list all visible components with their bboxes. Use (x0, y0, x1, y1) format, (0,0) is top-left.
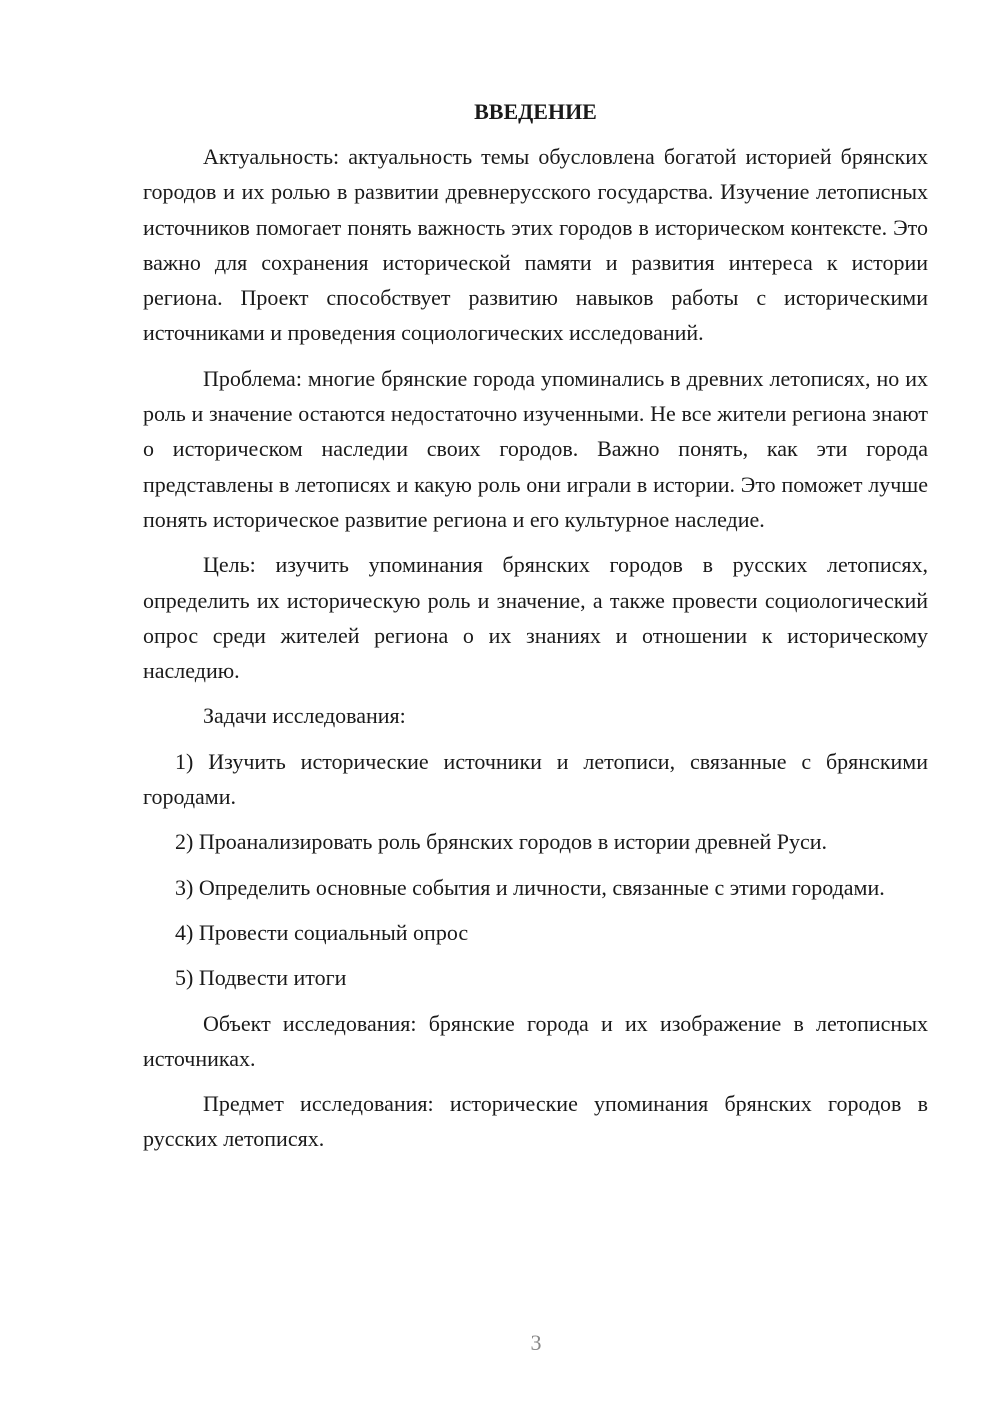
task-item-4: 4) Провести социальный опрос (175, 919, 469, 945)
tasks-intro: Задачи исследования: (203, 703, 406, 729)
page-number: 3 (530, 1330, 542, 1355)
task-item-5: 5) Подвести итоги (175, 965, 347, 991)
page-content (143, 94, 928, 1167)
problem-paragraph: Проблема: многие брянские города упоминались в древних летописях, но их роль и значение остаются недостаточно изученными. Не все жители региона знают о историческом наследии своих городов. Важно понять, как эти города представлены в летописях и какую роль они играли в истории. Это поможет лучше понять историческое развитие региона и его культурное наследие. (143, 365, 928, 532)
subject-paragraph: Предмет исследования: исторические упоминания брянских городов в русских летописях. (143, 1091, 928, 1152)
task-item-2: 2) Проанализировать роль брянских городов в истории древней Руси. (175, 829, 828, 855)
goal-paragraph: Цель: изучить упоминания брянских городов в русских летописях, определить их историческую роль и значение, а также провести социологический опрос среди жителей региона о их знаниях и отношении к историческому наследию. (143, 552, 928, 684)
relevance-paragraph: Актуальность: актуальность темы обусловлена богатой историей брянских городов и их ролью в развитии древнерусского государства. Изучение летописных источников помогает понять важность этих городов в историческом контексте. Это важно для сохранения исторической памяти и развития интереса к истории региона. Проект способствует развитию навыков работы с историческими источниками и проведения социологических исследований. (143, 144, 928, 346)
section-heading: ВВЕДЕНИЕ (474, 99, 597, 124)
task-item-1: 1) Изучить исторические источники и летописи, связанные с брянскими городами. (143, 748, 928, 810)
object-paragraph: Объект исследования: брянские города и их изображение в летописных источниках. (143, 1010, 928, 1071)
task-item-3: 3) Определить основные события и личности, связанные с этими городами. (175, 874, 885, 900)
